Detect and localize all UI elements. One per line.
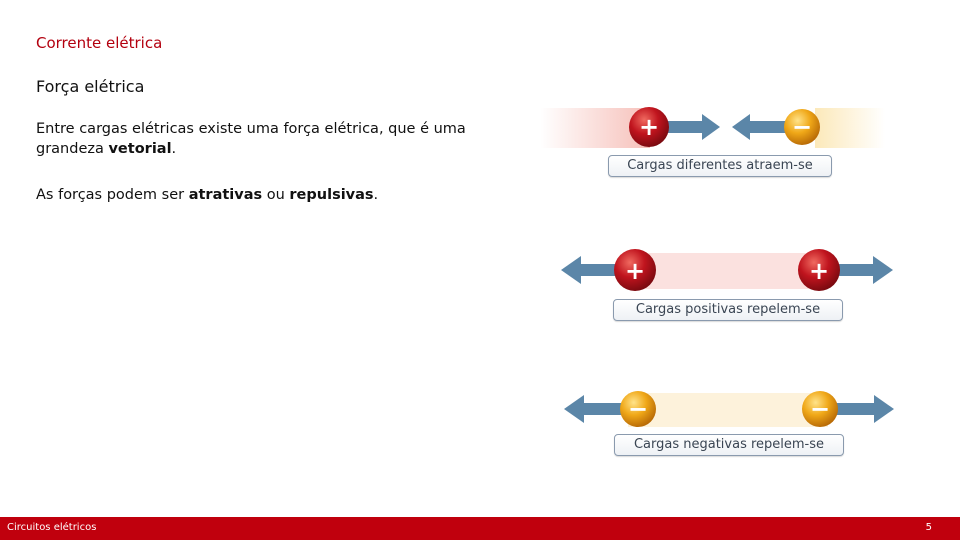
- section-title: Força elétrica: [36, 77, 145, 96]
- charge-symbol: +: [624, 257, 646, 285]
- page-number: 5: [925, 522, 932, 533]
- charge-symbol: −: [809, 395, 831, 423]
- paragraph-vector: [36, 119, 476, 159]
- paragraph-forces: [36, 185, 476, 205]
- paragraph-bold-atrativas: atrativas: [188, 187, 263, 203]
- charge-symbol: −: [627, 395, 649, 423]
- charge-symbol: −: [791, 113, 813, 141]
- repel-positive-illustration: [555, 243, 905, 299]
- figure-repel-positive: [555, 243, 905, 325]
- paragraph-bold-vetorial: vetorial: [108, 141, 172, 157]
- footer-bar: [0, 517, 960, 540]
- charge-glow: [628, 393, 831, 427]
- paragraph-bold-repulsivas: repulsivas: [289, 187, 374, 203]
- paragraph-text: As forças podem ser: [36, 187, 189, 203]
- arrow-left-icon: [732, 114, 788, 140]
- footer-course-title: Circuitos elétricos: [7, 522, 97, 533]
- caption-attract: Cargas diferentes atraem-se: [608, 155, 832, 177]
- attract-illustration: [540, 100, 890, 156]
- paragraph-text: Entre cargas elétricas existe uma força elétrica, que é uma grandeza: [36, 121, 466, 157]
- figure-repel-negative: [558, 383, 908, 465]
- charge-symbol: +: [638, 113, 660, 141]
- caption-repel-positive: Cargas positivas repelem-se: [613, 299, 843, 321]
- charge-glow: [815, 108, 885, 148]
- arrow-right-icon: [662, 114, 720, 140]
- figure-attract: [540, 100, 890, 180]
- paragraph-text-mid: ou: [262, 187, 290, 203]
- caption-repel-negative: Cargas negativas repelem-se: [614, 434, 844, 456]
- repel-negative-illustration: [558, 383, 908, 439]
- charge-symbol: +: [808, 257, 830, 285]
- paragraph-text-end: .: [373, 187, 379, 203]
- slide-header: Corrente elétrica: [36, 34, 163, 52]
- paragraph-text-end: .: [171, 141, 177, 157]
